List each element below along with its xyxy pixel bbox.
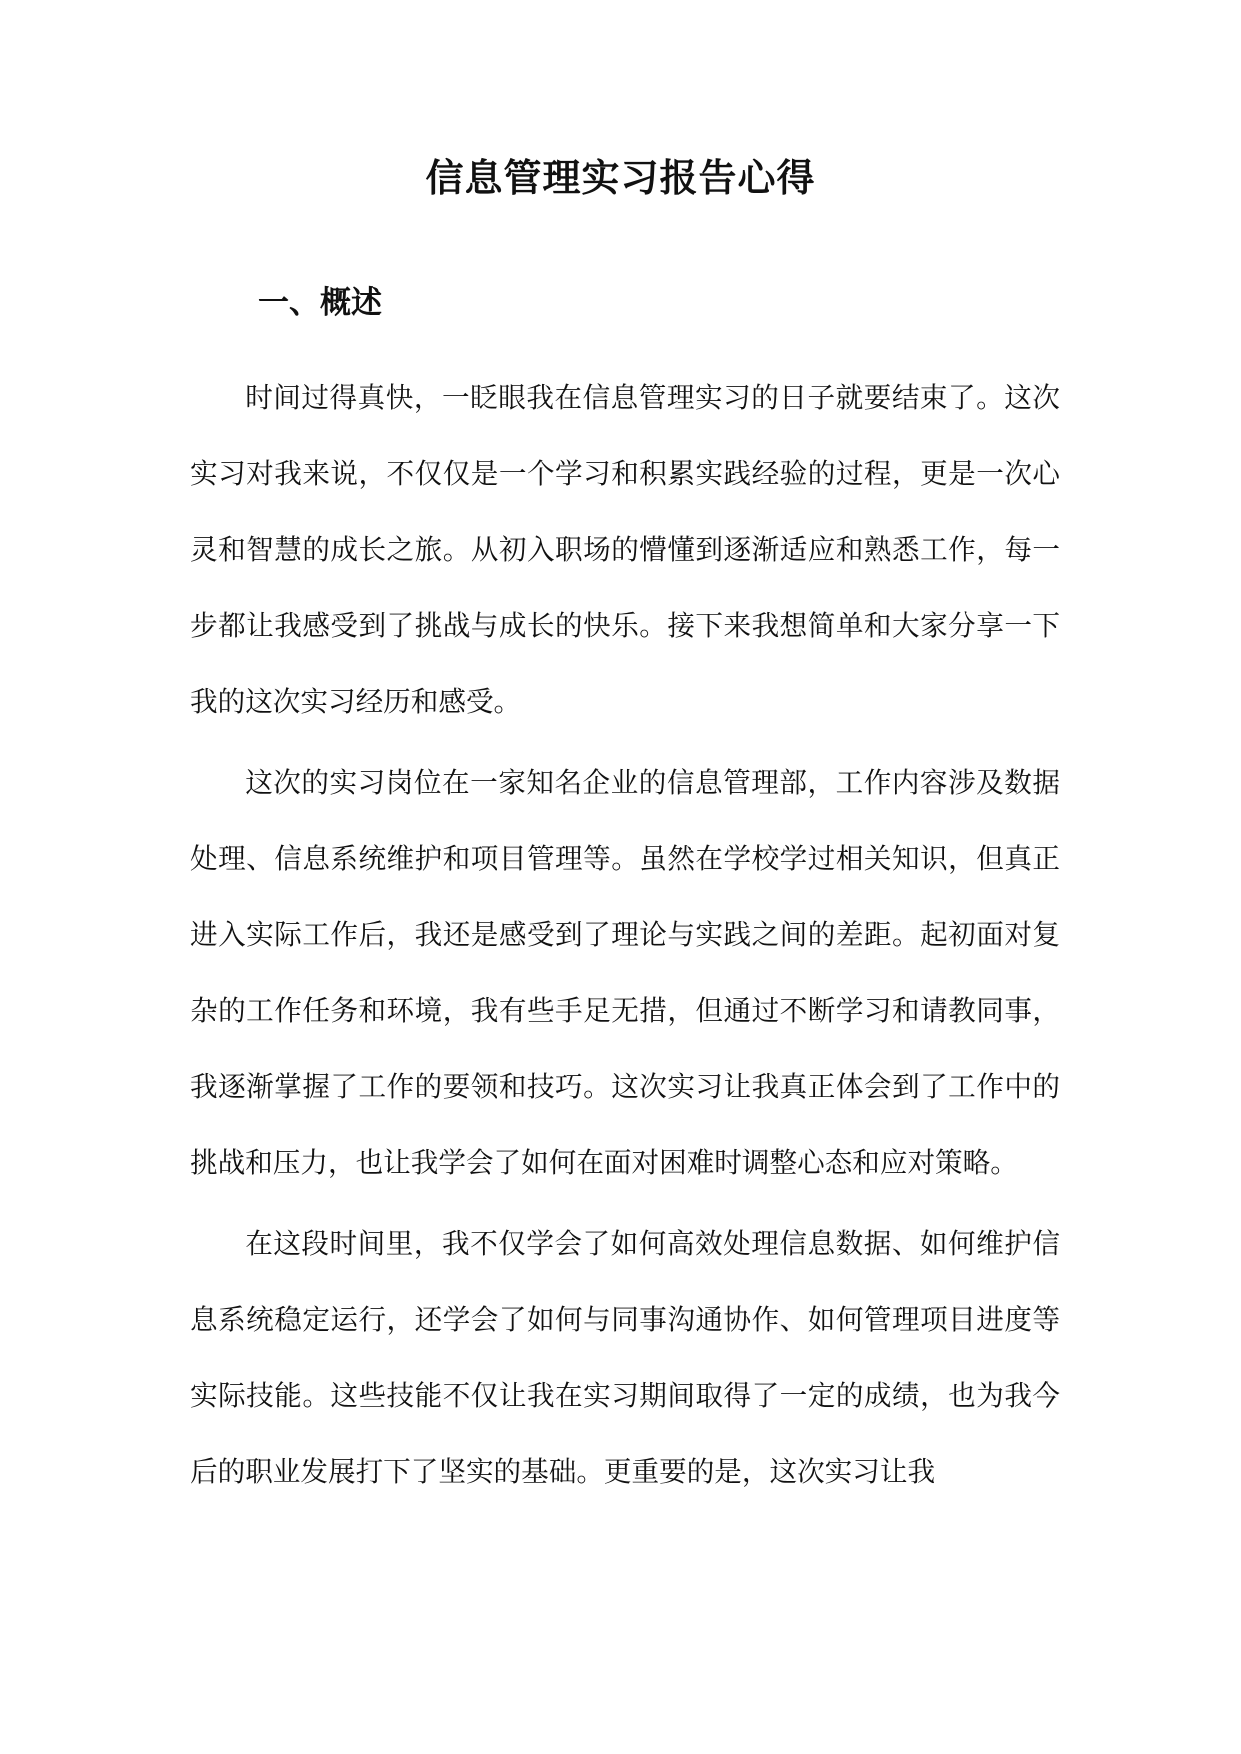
- document-title: 信息管理实习报告心得: [425, 155, 816, 200]
- paragraph-1: 时间过得真快，一眨眼我在信息管理实习的日子就要结束了。这次实习对我来说，不仅仅是一个学习和积累实践经验的过程，更是一次心灵和智慧的成长之旅。从初入职场的懵懂到逐渐适应和熟悉工作，每一步都让我感受到了挑战与成长的快乐。接下来我想简单和大家分享一下我的这次实习经历和感受。: [190, 381, 1060, 718]
- paragraph-2: 这次的实习岗位在一家知名企业的信息管理部，工作内容涉及数据处理、信息系统维护和项目管理等。虽然在学校学过相关知识，但真正进入实际工作后，我还是感受到了理论与实践之间的差距。起初面对复杂的工作任务和环境，我有些手足无措，但通过不断学习和请教同事，我逐渐掌握了工作的要领和技巧。这次实习让我真正体会到了工作中的挑战和压力，也让我学会了如何在面对困难时调整心态和应对策略。: [190, 766, 1060, 1179]
- section-heading: 一、概述: [258, 285, 382, 321]
- paragraph-3: 在这段时间里，我不仅学会了如何高效处理信息数据、如何维护信息系统稳定运行，还学会了如何与同事沟通协作、如何管理项目进度等实际技能。这些技能不仅让我在实习期间取得了一定的成绩，也为我今后的职业发展打下了坚实的基础。更重要的是，这次实习让我: [190, 1227, 1060, 1488]
- document-body: [190, 360, 1060, 1515]
